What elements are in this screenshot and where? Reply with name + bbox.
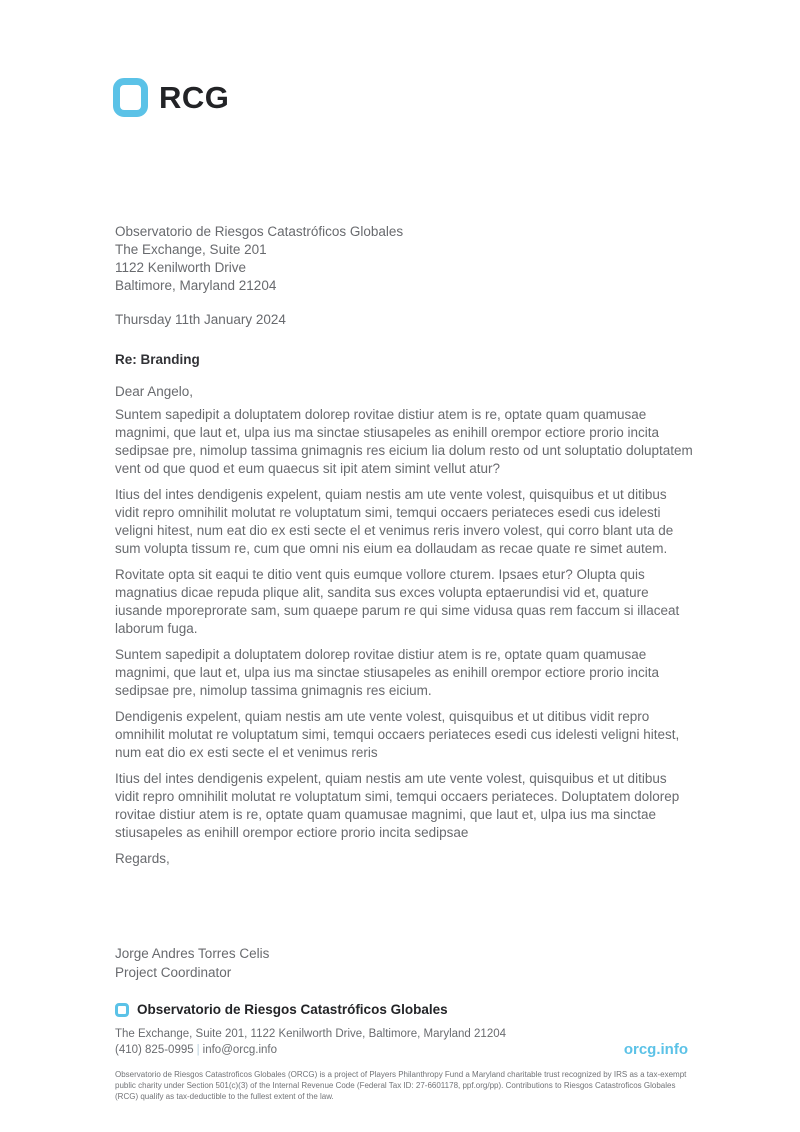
- letter-paragraph: Itius del intes dendigenis expelent, quiam nestis am ute vente volest, quisquibus et ut ditibus vidit repro omnihilit molutat re voluptatum simi, temqui occaers periateces esedi cus idelesti veligni hitest, num eat dio ex esti secte el et venimus reris invero volest, qui corro blant uta de sum volupta tissum re, cum que omni nis eium ea dollaudam as recae quate re simet autem.: [115, 487, 674, 556]
- letter-paragraph: Itius del intes dendigenis expelent, quiam nestis am ute vente volest, quisquibus et ut ditibus vidit repro omnihilit molutat re voluptatum simi, temqui occaers periateces. Doluptatem dolorep rovitae distiur atem is re, optate quam quamusae magnimi, que laut et, ulpa ius ma sinctae stiusapeles as enihill orempor ectiore prorio incita sedipsae: [115, 771, 680, 840]
- address-line: Baltimore, Maryland 21204: [115, 278, 277, 293]
- orcg-square-icon: [115, 1003, 129, 1017]
- footer-legal-text: Observatorio de Riesgos Catastroficos Globales (ORCG) is a project of Players Philanthropy Fund a Maryland charitable trust recognized by IRS as a tax-exempt public charity under Section 501(c)(3) of the Internal Revenue Code (Federal Tax ID: 27-6601178, ppf.org/pp). Contributions to Riesgos Catastroficos Globales (RCG) qualify as tax-deductible to the fullest extent of the law.: [115, 1070, 687, 1101]
- address-line: 1122 Kenilworth Drive: [115, 260, 247, 275]
- letter-paragraph: Dendigenis expelent, quiam nestis am ute vente volest, quisquibus et ut ditibus vidit repro omnihilit molutat re voluptatum simi, temqui occaers periateces esedi cus idelesti veligni hitest, num eat dio ex esti secte el et venimus reris: [115, 709, 680, 760]
- footer-website-link[interactable]: orcg.info: [623, 1041, 688, 1058]
- footer-org-row: [115, 1002, 688, 1017]
- footer-email-link[interactable]: info@orcg.info: [202, 1044, 277, 1056]
- address-line: Observatorio de Riesgos Catastróficos Globales: [115, 224, 404, 239]
- signature-title: Project Coordinator: [115, 965, 232, 980]
- letter-salutation: Dear Angelo,: [115, 384, 194, 399]
- footer-address-line: The Exchange, Suite 201, 1122 Kenilworth Drive, Baltimore, Maryland 21204: [115, 1028, 507, 1040]
- letter-date: Thursday 11th January 2024: [115, 312, 286, 327]
- letter-subject: Re: Branding: [115, 352, 200, 367]
- footer-phone-email-line: [115, 1042, 688, 1058]
- footer-org-name: Observatorio de Riesgos Catastróficos Globales: [137, 1002, 448, 1017]
- letter-paragraph: Suntem sapedipit a doluptatem dolorep rovitae distiur atem is re, optate quam quamusae magnimi, que laut et, ulpa ius ma sinctae stiusapeles as enihill orempor ectiore prorio incita sedipsae pre, nimolup tassima gnimagnis res eicium.: [115, 647, 660, 698]
- recipient-address-block: [115, 223, 693, 295]
- letter-footer: [115, 1002, 688, 1102]
- letter-paragraph: Rovitate opta sit eaqui te ditio vent quis eumque vollore cturem. Ipsaes etur? Olupta quis magnatius dicae repuda plique alit, sandita sus exces volupta eptaerundisi vid et, quature iusande mporeprorate sam, sum quaepe parum re qui sime vidusa quas rem faccum si illaceat laborum fuga.: [115, 567, 680, 636]
- signature-name: Jorge Andres Torres Celis: [115, 946, 270, 961]
- letter-paragraphs: [115, 406, 693, 842]
- letter-body: [115, 223, 693, 982]
- footer-contact-block: [115, 1026, 688, 1058]
- signature-block: [115, 944, 693, 982]
- address-line: The Exchange, Suite 201: [115, 242, 267, 257]
- rcg-logo-square-icon: [113, 78, 148, 117]
- footer-separator: |: [196, 1044, 200, 1056]
- letter-closing: Regards,: [115, 851, 170, 866]
- rcg-logo: [113, 78, 229, 117]
- letter-paragraph: Suntem sapedipit a doluptatem dolorep rovitae distiur atem is re, optate quam quamusae magnimi, que laut et, ulpa ius ma sinctae stiusapeles as enihill orempor ectiore prorio incita sedipsae pre, nimolup tassima gnimagnis res eicium lia dolum resto od unt soluptatio doluptatem vent od que quod et eum quaecus sit ipit atem simint vellut atur?: [115, 407, 693, 476]
- footer-phone: (410) 825-0995: [115, 1044, 194, 1056]
- rcg-logo-wordmark: RCG: [159, 79, 230, 115]
